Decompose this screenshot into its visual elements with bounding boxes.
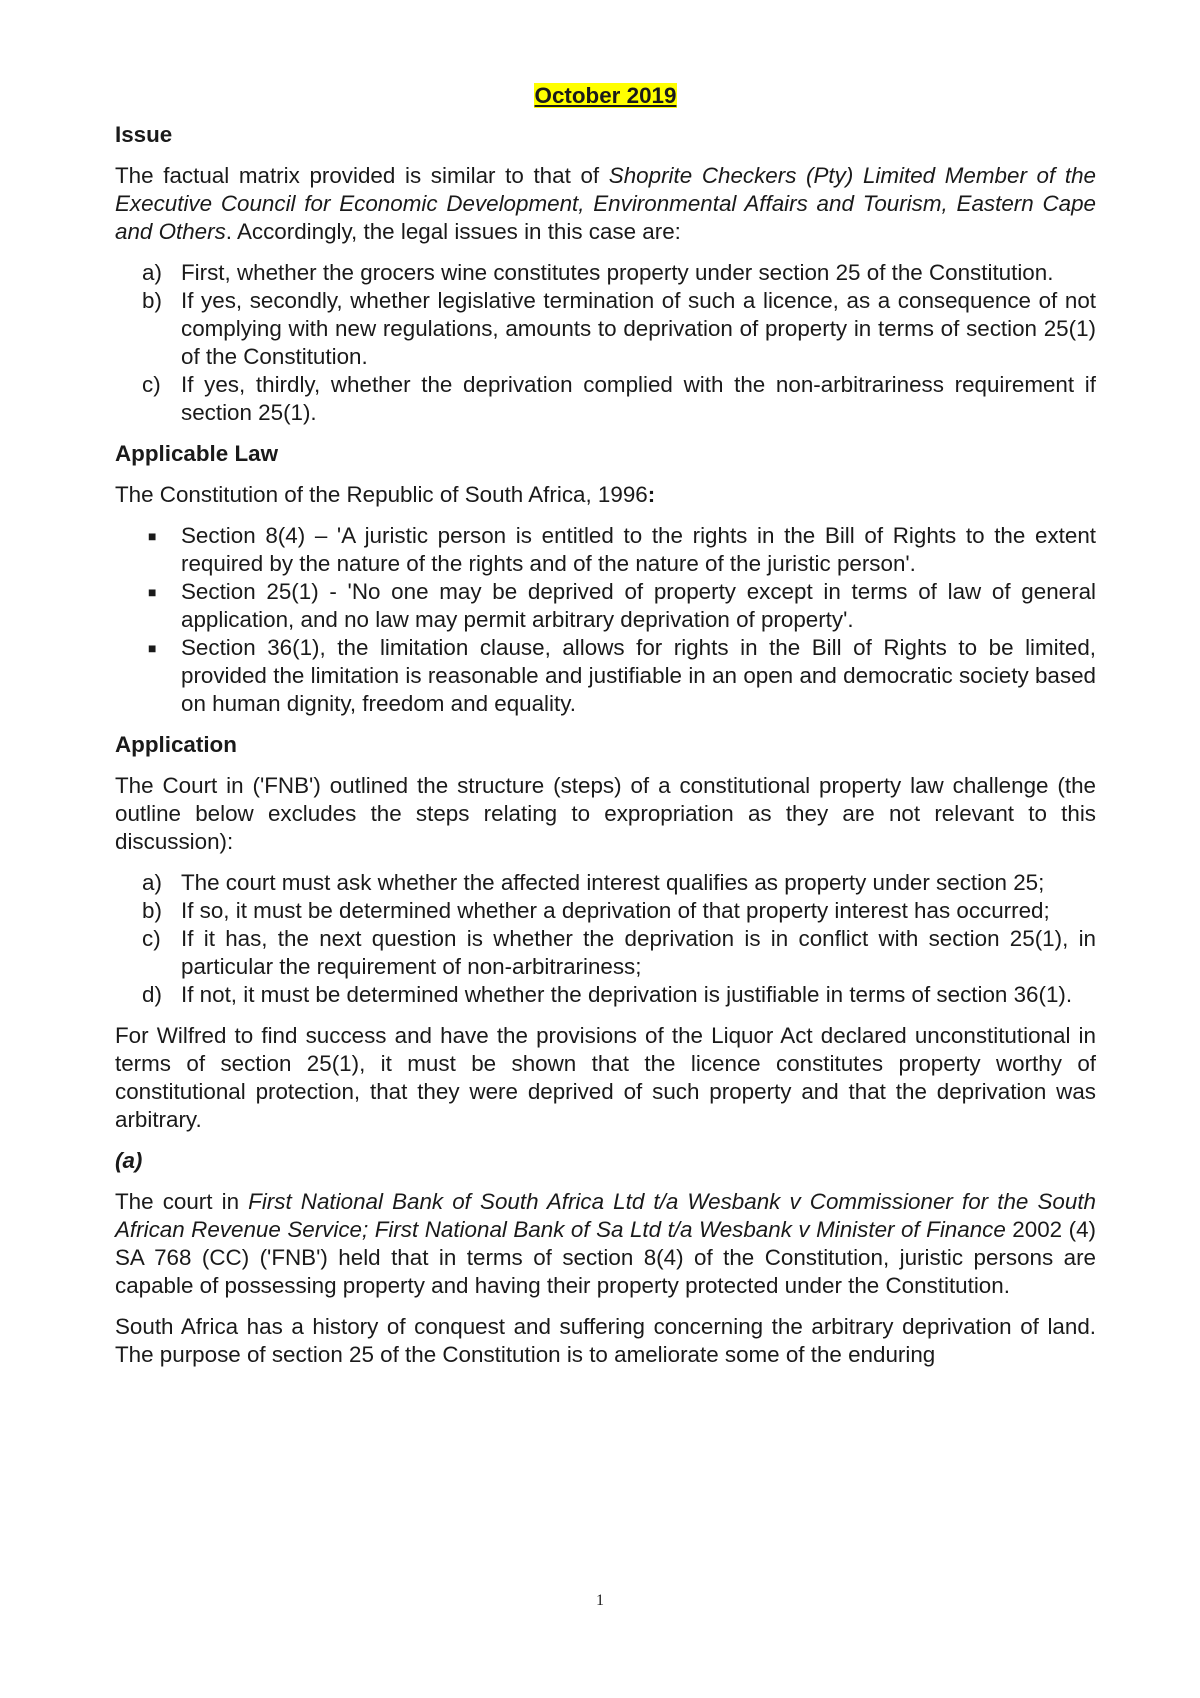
list-item-text: First, whether the grocers wine constitutes property under section 25 of the Constitution. [181, 260, 1054, 285]
list-item-text: Section 25(1) - 'No one may be deprived of property except in terms of law of general application, and no law may permit arbitrary deprivation of property'. [181, 579, 1096, 632]
page-number: 1 [596, 1592, 604, 1609]
list-item-text: Section 36(1), the limitation clause, allows for rights in the Bill of Rights to be limited, provided the limitation is reasonable and justifiable in an open and democratic society based on human dignity, freedom and equality. [181, 635, 1096, 716]
list-marker: c) [142, 926, 161, 951]
fnb-case-name: First National Bank of South Africa Ltd t/a Wesbank v Commissioner for the South African Revenue Service; First National Bank of Sa Ltd t/a Wesbank v Minister of Finance [115, 1189, 1096, 1242]
list-item [115, 371, 1096, 427]
bullet-icon: ■ [148, 640, 157, 656]
title-wrap [115, 82, 1096, 110]
issue-paragraph [115, 162, 1096, 246]
list-item-text: The court must ask whether the affected interest qualifies as property under section 25; [181, 870, 1045, 895]
fnb-text-2: 2002 (4) SA 768 (CC) ('FNB') held that in terms of section 8(4) of the Constitution, juristic persons are capable of possessing property and having their property protected under the Constitution. [115, 1217, 1096, 1298]
issue-text-2: . Accordingly, the legal issues in this case are: [225, 219, 681, 244]
list-item-text: Section 8(4) – 'A juristic person is entitled to the rights in the Bill of Rights to the extent required by the nature of the rights and of the nature of the juristic person'. [181, 523, 1096, 576]
list-item [115, 925, 1096, 981]
applicable-law-heading: Applicable Law [115, 441, 278, 466]
list-item [115, 869, 1096, 897]
list-item [115, 578, 1096, 634]
list-item-text: If so, it must be determined whether a deprivation of that property interest has occurred; [181, 898, 1050, 923]
list-marker: d) [142, 982, 162, 1007]
list-marker: a) [142, 260, 162, 285]
list-item-text: If yes, thirdly, whether the deprivation complied with the non-arbitrariness requirement if section 25(1). [181, 372, 1096, 425]
issue-heading: Issue [115, 122, 173, 147]
list-item-text: If not, it must be determined whether the deprivation is justifiable in terms of section 36(1). [181, 982, 1073, 1007]
law-bullet-list [115, 522, 1096, 718]
subsection-a-paragraph-1 [115, 1188, 1096, 1300]
bullet-icon: ■ [148, 528, 157, 544]
subsection-a-heading: (a) [115, 1148, 143, 1173]
application-steps-list [115, 869, 1096, 1009]
fnb-text-1: The court in [115, 1189, 249, 1214]
issue-case-name: Shoprite Checkers (Pty) Limited Member of the Executive Council for Economic Development, Environmental Affairs and Tourism, Eastern Cape and Others [115, 163, 1096, 244]
issue-list [115, 259, 1096, 427]
application-intro: The Court in ('FNB') outlined the structure (steps) of a constitutional property law challenge (the outline below excludes the steps relating to expropriation as they are not relevant to this discussion): [115, 773, 1096, 854]
list-marker: c) [142, 372, 161, 397]
list-item-text: If yes, secondly, whether legislative termination of such a licence, as a consequence of not complying with new regulations, amounts to deprivation of property in terms of section 25(1) of the Constitution. [181, 288, 1096, 369]
law-intro [115, 481, 1096, 509]
list-marker: b) [142, 288, 162, 313]
document-title: October 2019 [534, 83, 677, 108]
application-conclusion: For Wilfred to find success and have the provisions of the Liquor Act declared unconstitutional in terms of section 25(1), it must be shown that the licence constitutes property worthy of constitutional protection, that they were deprived of such property and that the deprivation was arbitrary. [115, 1023, 1096, 1132]
list-item [115, 522, 1096, 578]
list-item [115, 287, 1096, 371]
application-heading: Application [115, 732, 237, 757]
list-item [115, 981, 1096, 1009]
list-item [115, 897, 1096, 925]
law-intro-colon: : [647, 482, 656, 507]
law-intro-text: The Constitution of the Republic of South Africa, 1996 [115, 482, 648, 507]
list-marker: a) [142, 870, 162, 895]
list-item [115, 259, 1096, 287]
list-marker: b) [142, 898, 162, 923]
subsection-a-paragraph-2: South Africa has a history of conquest and suffering concerning the arbitrary deprivation of land. The purpose of section 25 of the Constitution is to ameliorate some of the enduring [115, 1314, 1096, 1367]
issue-text-1: The factual matrix provided is similar to that of [115, 163, 609, 188]
bullet-icon: ■ [148, 584, 157, 600]
list-item [115, 634, 1096, 718]
list-item-text: If it has, the next question is whether the deprivation is in conflict with section 25(1), in particular the requirement of non-arbitrariness; [181, 926, 1096, 979]
